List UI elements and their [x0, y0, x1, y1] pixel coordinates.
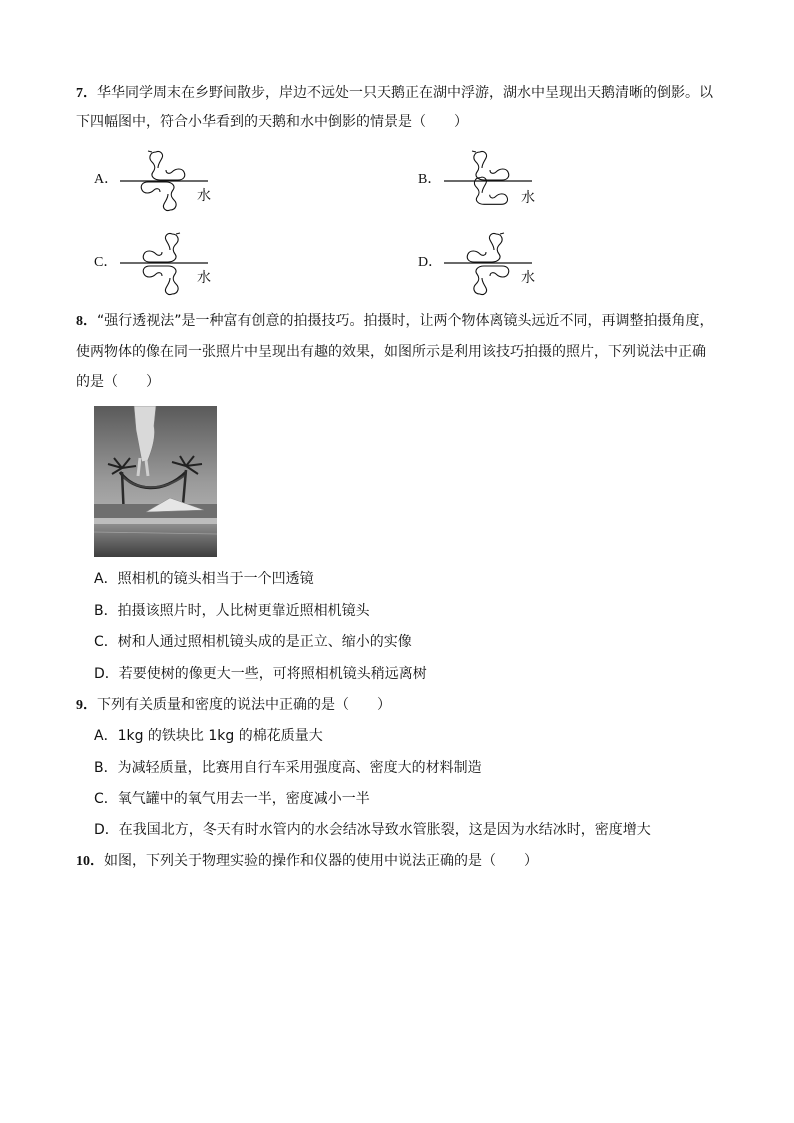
- swan-icon: [120, 228, 210, 300]
- q7-option-a-label[interactable]: A．: [94, 172, 119, 187]
- q8-line1: [76, 311, 756, 332]
- q7-option-c-water: 水: [197, 270, 211, 286]
- forced-perspective-photo: [94, 406, 217, 557]
- q7-option-d-label[interactable]: D．: [418, 255, 443, 270]
- q7-number: 7．: [76, 86, 97, 101]
- q7-line1: [76, 83, 756, 104]
- q8-line3: 的是（ ）: [76, 374, 160, 390]
- q10-text: 如图，下列关于物理实验的操作和仪器的使用中说法正确的是（ ）: [104, 853, 538, 869]
- q8-line2: 使两物体的像在同一张照片中呈现出有趣的效果，如图所示是利用该技巧拍摄的照片，下列说法中正确: [76, 344, 706, 360]
- q7-line2: 下四幅图中，符合小华看到的天鹅和水中倒影的情景是（ ）: [76, 114, 468, 130]
- q8-number: 8．: [76, 314, 97, 329]
- swan-icon: [444, 228, 534, 300]
- q7-option-c-label[interactable]: C．: [94, 255, 118, 270]
- q7-text-1: 华华同学周末在乡野间散步，岸边不远处一只天鹅正在湖中浮游，湖水中呈现出天鹅清晰的倒影。以: [97, 85, 713, 101]
- q9-option-b[interactable]: B．为减轻质量，比赛用自行车采用强度高、密度大的材料制造: [94, 760, 482, 776]
- swan-icon: [120, 146, 210, 216]
- q9-option-d[interactable]: D．在我国北方，冬天有时水管内的水会结冰导致水管胀裂，这是因为水结冰时，密度增大: [94, 822, 651, 838]
- q9-option-a[interactable]: A．1kg 的铁块比 1kg 的棉花质量大: [94, 728, 323, 744]
- q9-option-c[interactable]: C．氧气罐中的氧气用去一半，密度减小一半: [94, 791, 370, 807]
- q7-option-a-water: 水: [197, 188, 211, 204]
- q8-option-a[interactable]: A．照相机的镜头相当于一个凹透镜: [94, 571, 314, 587]
- q9-text: 下列有关质量和密度的说法中正确的是（ ）: [97, 697, 391, 713]
- q7-option-d-water: 水: [521, 270, 535, 286]
- q9-number: 9．: [76, 698, 97, 713]
- q8-option-b[interactable]: B．拍摄该照片时，人比树更靠近照相机镜头: [94, 603, 370, 619]
- q8-text-1: “强行透视法”是一种富有创意的拍摄技巧。拍摄时，让两个物体离镜头远近不同，再调整拍摄角度，: [97, 313, 714, 329]
- q10-number: 10．: [76, 854, 104, 869]
- q8-option-c[interactable]: C．树和人通过照相机镜头成的是正立、缩小的实像: [94, 634, 412, 650]
- q10-line: [76, 851, 756, 872]
- q7-option-b-label[interactable]: B．: [418, 172, 442, 187]
- q7-option-b-water: 水: [521, 190, 535, 206]
- q8-option-d[interactable]: D．若要使树的像更大一些，可将照相机镜头稍远离树: [94, 666, 427, 682]
- q9-line: [76, 695, 756, 716]
